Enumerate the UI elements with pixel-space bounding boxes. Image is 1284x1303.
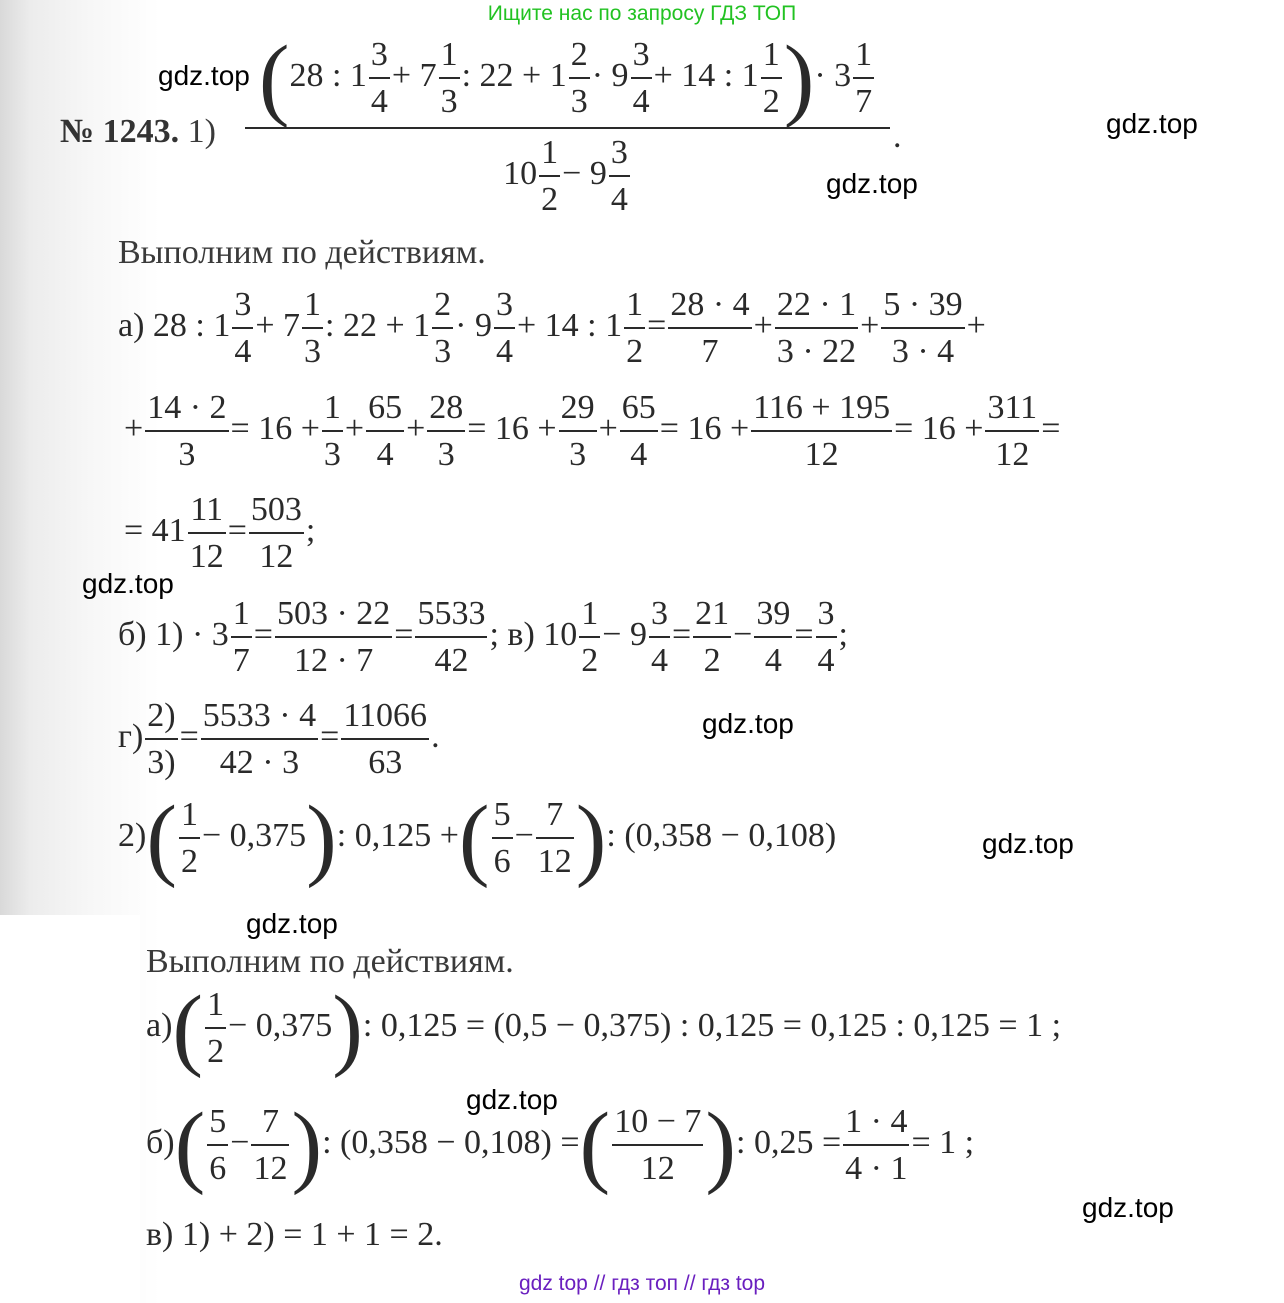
fraction	[415, 594, 487, 680]
frac-den: 7	[232, 642, 250, 680]
frac-den: 4	[376, 436, 394, 474]
watermark: gdz.top	[158, 60, 250, 91]
expr-term: +	[966, 306, 986, 344]
fraction	[754, 594, 792, 680]
fraction	[668, 285, 751, 371]
p2-v-line: в) 1) + 2) = 1 + 1 = 2.	[146, 1216, 443, 1253]
frac-num: 1	[539, 133, 560, 177]
frac-den: 63	[368, 744, 403, 782]
fraction	[853, 35, 874, 121]
fraction	[427, 388, 465, 474]
paren-close: )	[291, 1093, 323, 1196]
fraction	[693, 594, 731, 680]
frac-num: 7	[251, 1102, 289, 1146]
paren-open: (	[258, 26, 290, 129]
frac-den: 12 · 7	[293, 642, 374, 680]
expr-term: : (0,358 − 0,108) =	[322, 1123, 580, 1161]
fraction	[579, 594, 600, 680]
fraction	[816, 594, 837, 680]
frac-den: 7	[701, 333, 719, 371]
expr-term: + 14 : 1	[653, 56, 759, 94]
expr-term: +	[598, 409, 618, 447]
fraction	[251, 1102, 289, 1188]
fraction	[536, 795, 574, 881]
step-label: а) 28 : 1	[118, 306, 231, 344]
top-banner[interactable]: Ищите нас по запросу ГДЗ ТОП	[487, 2, 797, 25]
expr-term: − 0,375	[228, 1006, 333, 1044]
fraction	[881, 285, 964, 371]
frac-den: 3 · 22	[776, 333, 857, 371]
frac-num: 503	[249, 490, 304, 534]
paren-open: (	[458, 786, 490, 889]
expr-term: · 3	[814, 56, 852, 94]
frac-num: 11066	[341, 696, 429, 740]
fraction	[232, 285, 253, 371]
watermark: gdz.top	[82, 568, 174, 599]
frac-num: 28	[427, 388, 465, 432]
expr-term: · 9	[591, 56, 629, 94]
frac-num: 5	[492, 795, 513, 839]
frac-den: 3	[569, 436, 587, 474]
step-a-line2	[124, 388, 1060, 474]
frac-den: 3	[304, 333, 322, 371]
expr-term: =	[671, 615, 692, 653]
frac-den: 3	[440, 83, 458, 121]
fraction	[649, 594, 670, 680]
frac-num: 65	[620, 388, 658, 432]
frac-num: 1	[853, 35, 874, 79]
expr-term: +	[124, 409, 144, 447]
expr-term: = 1 ;	[911, 1123, 975, 1161]
frac-den: 12	[537, 843, 572, 881]
fraction	[341, 696, 429, 782]
frac-den: 3	[437, 436, 455, 474]
step-label: 2)	[118, 816, 147, 854]
frac-den: 42 · 3	[219, 744, 300, 782]
watermark: gdz.top	[466, 1084, 558, 1115]
expr-term: −	[230, 1123, 250, 1161]
expr-term: = 16 +	[467, 409, 557, 447]
frac-den: 3 · 4	[891, 333, 955, 371]
frac-num: 1	[439, 35, 460, 79]
frac-num: 1	[579, 594, 600, 638]
expr-term: = 16 +	[894, 409, 984, 447]
frac-num: 1	[231, 594, 252, 638]
part2-line	[118, 786, 837, 889]
expr-term: + 7	[391, 56, 437, 94]
expr-term: =	[227, 511, 247, 549]
expr-term: ;	[838, 615, 848, 653]
frac-num: 65	[366, 388, 404, 432]
frac-den: 6	[493, 843, 511, 881]
frac-num: 503 · 22	[275, 594, 392, 638]
frac-num: 3	[649, 594, 670, 638]
expr-term: =	[179, 717, 199, 755]
step-label: а)	[146, 1006, 173, 1044]
paren-close: )	[575, 786, 607, 889]
expr-term: .	[431, 717, 440, 755]
frac-num: 7	[536, 795, 574, 839]
expr-term: : 0,125 +	[336, 816, 459, 854]
fraction	[494, 285, 515, 371]
fraction	[751, 388, 892, 474]
frac-den: 2	[541, 181, 559, 219]
watermark: gdz.top	[1106, 108, 1198, 139]
frac-den: 12	[804, 436, 839, 474]
frac-den: 7	[855, 83, 873, 121]
page-margin	[0, 915, 140, 1303]
frac-den: 3	[570, 83, 588, 121]
frac-den: 3	[434, 333, 452, 371]
step-label: г)	[118, 717, 144, 755]
bottom-banner[interactable]: gdz top // гдз топ // гдз top	[518, 1272, 766, 1295]
expr-term: : (0,358 − 0,108)	[606, 816, 837, 854]
paren-close: )	[705, 1093, 737, 1196]
expr-term: : 22 + 1	[325, 306, 431, 344]
frac-num: 2	[569, 35, 590, 79]
fraction	[624, 285, 645, 371]
expr-term: 10	[503, 155, 538, 193]
step-b-line	[118, 594, 848, 680]
fraction	[492, 795, 513, 881]
fraction	[201, 696, 318, 782]
fraction	[761, 35, 782, 121]
frac-num: 29	[559, 388, 597, 432]
fraction	[620, 388, 658, 474]
fraction	[188, 490, 226, 576]
fraction	[231, 594, 252, 680]
fraction	[302, 285, 323, 371]
frac-den: 2	[703, 642, 721, 680]
frac-den: 3	[323, 436, 341, 474]
frac-num: 3	[369, 35, 390, 79]
watermark: gdz.top	[826, 168, 918, 199]
frac-den: 42	[434, 642, 469, 680]
frac-den: 12	[189, 538, 224, 576]
frac-den: 4	[610, 181, 628, 219]
paren-open: (	[172, 976, 204, 1079]
frac-den: 4	[234, 333, 252, 371]
frac-num: 3	[609, 133, 630, 177]
expr-term: =	[1041, 409, 1061, 447]
expr-term: −	[514, 816, 534, 854]
frac-num: 2)	[145, 696, 177, 740]
fraction	[322, 388, 343, 474]
expr-term: =	[394, 615, 414, 653]
expr-term: ; в) 10	[489, 615, 578, 653]
watermark: gdz.top	[982, 828, 1074, 859]
frac-num: 1	[179, 795, 200, 839]
watermark: gdz.top	[1082, 1192, 1174, 1223]
paren-close: )	[332, 976, 363, 1079]
frac-den: 4 · 1	[845, 1150, 908, 1188]
fraction	[612, 1102, 703, 1188]
frac-num: 1 · 4	[843, 1102, 909, 1146]
expr-term: − 9	[562, 155, 607, 193]
frac-num: 21	[693, 594, 731, 638]
frac-den: 12	[640, 1150, 675, 1188]
problem-number	[60, 113, 216, 151]
expr-term: ;	[305, 511, 316, 549]
frac-num: 28 · 4	[668, 285, 751, 329]
step-g-line	[118, 696, 440, 782]
frac-den: 12	[259, 538, 294, 576]
fraction	[179, 795, 200, 881]
frac-num: 5533	[415, 594, 487, 638]
expr-term: + 14 : 1	[517, 306, 623, 344]
main-numerator	[245, 26, 890, 129]
watermark: gdz.top	[702, 708, 794, 739]
fraction	[432, 285, 453, 371]
expr-term: + 7	[255, 306, 301, 344]
frac-den: 12	[253, 1150, 288, 1188]
frac-num: 1	[624, 285, 645, 329]
frac-num: 2	[432, 285, 453, 329]
expr-term: =	[794, 615, 814, 653]
step-label: б) 1) · 3	[118, 615, 229, 653]
frac-den: 12	[995, 436, 1030, 474]
frac-num: 10 − 7	[612, 1102, 703, 1146]
fraction	[439, 35, 460, 121]
expr-term: : 0,25 =	[736, 1123, 842, 1161]
frac-num: 11	[188, 490, 226, 534]
frac-num: 22 · 1	[775, 285, 858, 329]
frac-num: 3	[816, 594, 837, 638]
step-label: б)	[146, 1123, 175, 1161]
paren-open: (	[174, 1093, 206, 1196]
frac-num: 5	[207, 1102, 228, 1146]
frac-den: 2	[626, 333, 644, 371]
p2-a-line	[146, 976, 1062, 1079]
frac-num: 5 · 39	[881, 285, 964, 329]
fraction	[539, 133, 560, 219]
paren-close: )	[306, 786, 337, 889]
expr-term: = 16 +	[659, 409, 750, 447]
fraction	[569, 35, 590, 121]
fraction	[366, 388, 404, 474]
steps-heading: Выполним по действиям.	[118, 234, 486, 271]
frac-den: 4	[817, 642, 835, 680]
frac-den: 4	[650, 642, 668, 680]
fraction	[843, 1102, 909, 1188]
fraction	[631, 35, 652, 121]
frac-den: 4	[370, 83, 388, 121]
expr-term: = 41	[124, 511, 186, 549]
frac-num: 1	[761, 35, 782, 79]
steps-heading-2: Выполним по действиям.	[146, 943, 514, 980]
paren-close: )	[783, 26, 815, 129]
expr-term: : 0,125 = (0,5 − 0,375) : 0,125 = 0,125 : 0,125 = 1 ;	[362, 1006, 1062, 1044]
expr-term: = 16 +	[230, 409, 320, 447]
frac-den: 3)	[147, 744, 176, 782]
frac-den: 6	[209, 1150, 227, 1188]
fraction	[145, 388, 228, 474]
frac-num: 3	[494, 285, 515, 329]
frac-den: 3	[178, 436, 196, 474]
main-denominator	[245, 133, 890, 219]
part1-label: 1)	[187, 113, 216, 150]
fraction	[775, 285, 858, 371]
fraction	[145, 696, 177, 782]
frac-num: 3	[232, 285, 253, 329]
expr-term: · 9	[455, 306, 492, 344]
paren-open: (	[146, 786, 177, 889]
frac-num: 1	[205, 985, 226, 1029]
frac-num: 3	[631, 35, 652, 79]
frac-num: 1	[302, 285, 323, 329]
fraction	[205, 985, 226, 1071]
frac-num: 116 + 195	[751, 388, 892, 432]
frac-den: 2	[207, 1033, 225, 1071]
fraction	[207, 1102, 228, 1188]
frac-num: 14 · 2	[145, 388, 228, 432]
frac-den: 2	[180, 843, 198, 881]
expr-term: +	[344, 409, 365, 447]
fraction	[369, 35, 390, 121]
paren-open: (	[579, 1093, 611, 1196]
expr-term: − 0,375	[201, 816, 307, 854]
frac-den: 2	[581, 642, 599, 680]
expr-term: =	[253, 615, 273, 653]
frac-num: 5533 · 4	[201, 696, 318, 740]
watermark: gdz.top	[246, 908, 338, 939]
expr-term: +	[406, 409, 426, 447]
frac-num: 311	[985, 388, 1039, 432]
expr-term: =	[647, 306, 667, 344]
step-a-line3	[124, 490, 315, 576]
problem-number-text: № 1243.	[60, 113, 180, 150]
frac-den: 2	[762, 83, 780, 121]
expr-term: − 9	[602, 615, 647, 653]
frac-num: 39	[754, 594, 792, 638]
trailing-dot: .	[893, 118, 902, 155]
fraction	[985, 388, 1039, 474]
expr-term: : 22 + 1	[461, 56, 567, 94]
expr-term: +	[860, 306, 880, 344]
fraction	[275, 594, 392, 680]
expr-term: 28 : 1	[289, 56, 367, 94]
frac-den: 4	[496, 333, 513, 371]
frac-den: 4	[632, 83, 650, 121]
expr-term: −	[733, 615, 753, 653]
fraction	[609, 133, 630, 219]
frac-den: 4	[630, 436, 648, 474]
expr-term: =	[320, 717, 340, 755]
frac-den: 4	[764, 642, 782, 680]
frac-num: 1	[322, 388, 343, 432]
fraction	[249, 490, 304, 576]
step-a-line1	[118, 285, 986, 371]
expr-term: +	[753, 306, 773, 344]
fraction	[559, 388, 597, 474]
main-expression	[245, 26, 890, 219]
